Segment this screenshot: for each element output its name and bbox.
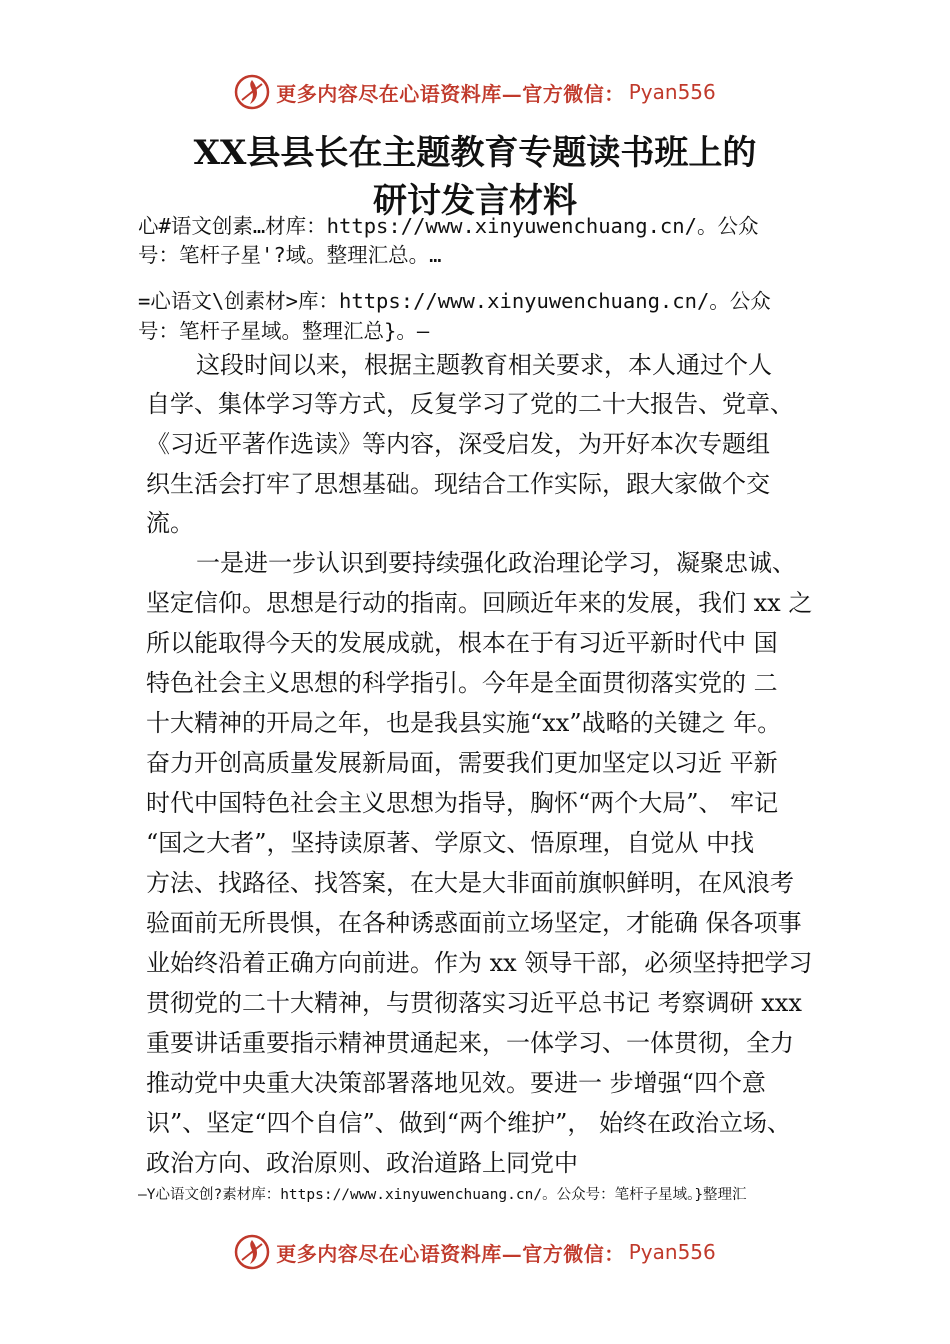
document-title-line1: XX县县长在主题教育专题读书班上的 <box>193 133 757 173</box>
banner-text: 更多内容尽在心语资料库—官方微信： <box>276 1241 625 1266</box>
paragraph-line: 这段时间以来，根据主题教育相关要求，本人通过个人 <box>196 351 772 379</box>
banner-contact: Pyan556 <box>628 1240 716 1264</box>
header-banner <box>0 70 950 114</box>
paragraph-line: 奋力开创高质量发展新局面，需要我们更加坚定以习近 平新 <box>146 749 778 777</box>
watermark-line: 心#语文创素…材库：https://www.xinyuwenchuang.cn/。公众 <box>138 214 759 238</box>
paragraph-line: 十大精神的开局之年，也是我县实施“xx”战略的关键之 年。 <box>146 709 782 737</box>
paragraph-line: 贯彻党的二十大精神，与贯彻落实习近平总书记 考察调研 xxx <box>146 989 802 1017</box>
paragraph-line: 《习近平著作选读》等内容，深受启发，为开好本次专题组 <box>146 430 770 458</box>
paragraph-line: 织生活会打牢了思想基础。现结合工作实际，跟大家做个交 <box>146 470 770 498</box>
paragraph-line: 验面前无所畏惧，在各种诱惑面前立场坚定，才能确 保各项事 <box>146 909 802 937</box>
watermark-line: 号：笔杆子星域。整理汇总}。— <box>138 319 430 343</box>
paragraph-line: 推动党中央重大决策部署落地见效。要进一 步增强“四个意 <box>146 1069 766 1097</box>
paragraph-line: 所以能取得今天的发展成就，根本在于有习近平新时代中 国 <box>146 629 778 657</box>
paragraph-line: 一是进一步认识到要持续强化政治理论学习，凝聚忠诚、 <box>196 549 796 577</box>
document-title-line2: 研讨发言材料 <box>373 181 577 221</box>
paragraph-line: 重要讲话重要指示精神贯通起来，一体学习、一体贯彻，全力 <box>146 1029 794 1057</box>
paragraph-line: “国之大者”，坚持读原著、学原文、悟原理，自觉从 中找 <box>146 829 755 857</box>
flame-logo-icon <box>234 1234 270 1270</box>
paragraph-line: 自学、集体学习等方式，反复学习了党的二十大报告、党章、 <box>146 390 794 418</box>
watermark-line: =心语文\创素材>库：https://www.xinyuwenchuang.cn/。公众 <box>138 289 771 313</box>
paragraph-line: 方法、找路径、找答案，在大是大非面前旗帜鲜明，在风浪考 <box>146 869 794 897</box>
footer-watermark: —Y心语文创?素材库：https://www.xinyuwenchuang.cn/。公众号：笔杆子星域。}整理汇 <box>138 1187 747 1203</box>
paragraph-line: 坚定信仰。思想是行动的指南。回顾近年来的发展，我们 xx 之 <box>146 589 813 617</box>
paragraph-line: 特色社会主义思想的科学指引。今年是全面贯彻落实党的 二 <box>146 669 778 697</box>
watermark-line: 号：笔杆子星'?域。整理汇总。… <box>138 243 442 267</box>
paragraph-line: 业始终沿着正确方向前进。作为 xx 领导干部，必须坚持把学习 <box>146 949 813 977</box>
banner-text: 更多内容尽在心语资料库—官方微信： <box>276 81 625 106</box>
flame-logo-icon <box>234 74 270 110</box>
paragraph-line: 时代中国特色社会主义思想为指导，胸怀“两个大局”、 牢记 <box>146 789 779 817</box>
banner-contact: Pyan556 <box>628 80 716 104</box>
paragraph-line: 政治方向、政治原则、政治道路上同党中 <box>146 1149 578 1177</box>
paragraph-line: 识”、坚定“四个自信”、做到“两个维护”， 始终在政治立场、 <box>146 1109 791 1137</box>
footer-banner <box>0 1230 950 1274</box>
paragraph-line: 流。 <box>146 509 194 537</box>
